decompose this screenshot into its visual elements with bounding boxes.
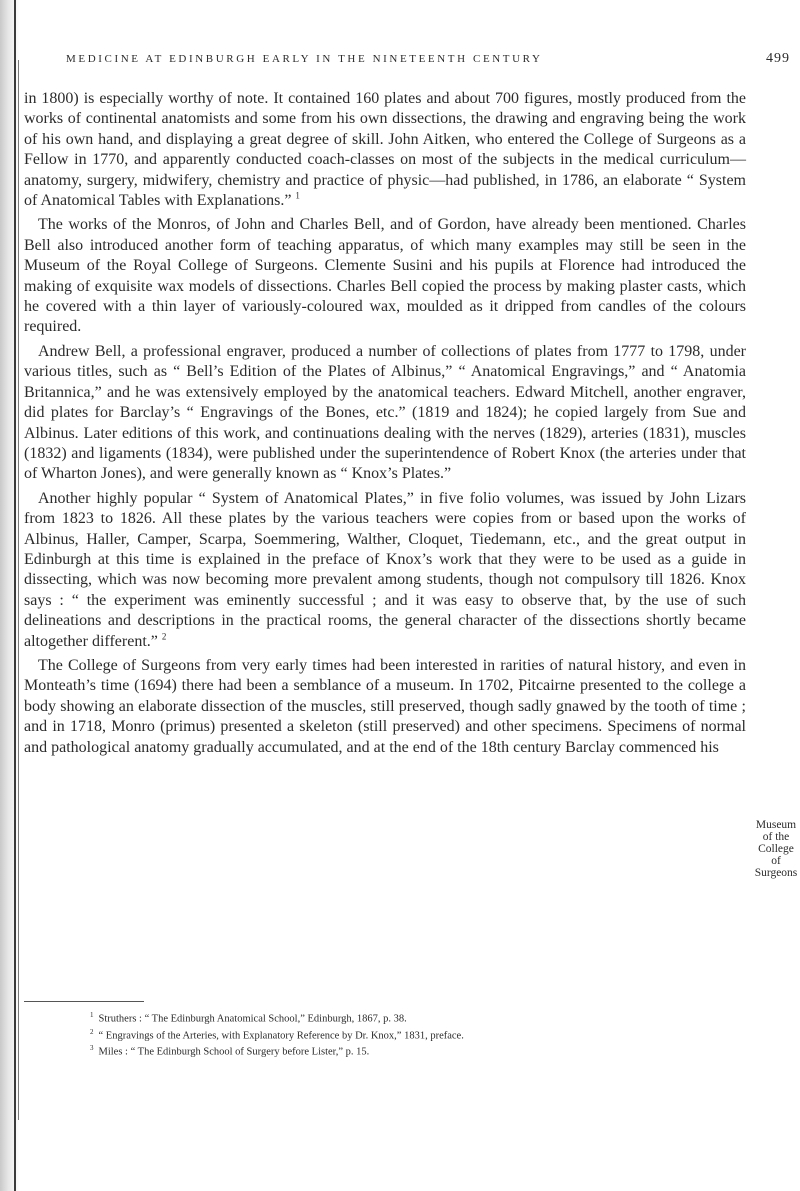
margin-note: Museum of the College of Surgeons xyxy=(754,819,798,879)
footnote-reference: 2 xyxy=(161,631,167,642)
footnote-rule xyxy=(24,1001,144,1002)
body-text xyxy=(24,89,746,758)
paragraph: in 1800) is especially worthy of note. It contained 160 plates and about 700 figures, mostly produced from the works of continental anatomists and some from his own dissections, the drawing and engraving being the work of his own hand, and displaying a great degree of skill. John Aitken, who entered the College of Surgeons as a Fellow in 1770, and apparently conducted coach-classes on most of the subjects in the medical curriculum—anatomy, surgery, midwifery, chemistry and practice of physic—had published, in 1786, an elaborate “ System of Anatomical Tables with Explanations.” $^1$ xyxy=(24,90,746,210)
footnote: $^1$ Struthers : “ The Edinburgh Anatomical School,” Edinburgh, 1867, p. 38. xyxy=(90,1011,407,1025)
paragraph: The works of the Monros, of John and Charles Bell, and of Gordon, have already been mentioned. Charles Bell also introduced another form of teaching apparatus, of which many examples may still be seen in the Museum of the Royal College of Surgeons. Clemente Susini and his pupils at Florence had introduced the making of exquisite wax models of dissections. Charles Bell copied the process by making plaster casts, which he covered with a thin layer of variously-coloured wax, moulded as it dripped from candles of the colours required. xyxy=(24,216,746,336)
footnote: $^3$ Miles : “ The Edinburgh School of Surgery before Lister,” p. 15. xyxy=(90,1044,370,1058)
footnotes xyxy=(90,1009,740,1059)
paragraph: Andrew Bell, a professional engraver, produced a number of collections of plates from 1777 to 1798, under various titles, such as “ Bell’s Edition of the Plates of Albinus,” “ Anatomical Engravings,” and “ Anatomia Britannica,” and he was extensively employed by the anatomical teachers. Edward Mitchell, another engraver, did plates for Barclay’s “ Engravings of the Bones, etc.” (1819 and 1824); he copied largely from Sue and Albinus. Later editions of this work, and continuations dealing with the nerves (1829), arteries (1831), muscles (1832) and ligaments (1834), were published under the superintendence of Robert Knox (the arteries under that of Wharton Jones), and were generally known as “ Knox’s Plates.” xyxy=(24,342,746,483)
page-number: 499 xyxy=(766,51,790,66)
footnote-number: 1 xyxy=(90,1011,94,1019)
paragraph: Another highly popular “ System of Anatomical Plates,” in five folio volumes, was issued by John Lizars from 1823 to 1826. All these plates by the various teachers were copies from or based upon the works of Albinus, Haller, Camper, Scarpa, Soemmering, Walther, Cloquet, Tiedemann, etc., and the great output in Edinburgh at this time is explained in the preface of Knox’s work that they were to be used as a guide in dissecting, which was now becoming more prevalent among students, though not compulsory till 1826. Knox says : “ the experiment was eminently successful ; and it was easy to observe that, by the use of such delineations and descriptions in the practical rooms, the general character of the dissections shortly became altogether different.” $^2$ xyxy=(24,489,746,650)
footnote: $^2$ “ Engravings of the Arteries, with Explanatory Reference by Dr. Knox,” 1831, preface. xyxy=(90,1027,464,1041)
paragraph: The College of Surgeons from very early times had been interested in rarities of natural history, and even in Monteath’s time (1694) there had been a semblance of a museum. In 1702, Pitcairne presented to the college a body showing an elaborate dissection of the muscles, still preserved, though sadly gnawed by the tooth of time ; and in 1718, Monro (primus) presented a skeleton (still preserved) and other specimens. Specimens of normal and pathological anatomy gradually accumulated, and at the end of the 18th century Barclay commenced his xyxy=(24,656,746,756)
running-head xyxy=(66,53,790,73)
page-gutter xyxy=(0,0,20,1191)
binding-edge-line xyxy=(14,0,16,1191)
running-title: MEDICINE AT EDINBURGH EARLY IN THE NINETEENTH CENTURY xyxy=(66,53,543,65)
footnote-number: 3 xyxy=(90,1044,94,1052)
binding-edge-line-inner xyxy=(18,60,19,1120)
footnote-number: 2 xyxy=(90,1027,94,1036)
footnote-reference: 1 xyxy=(295,190,300,201)
